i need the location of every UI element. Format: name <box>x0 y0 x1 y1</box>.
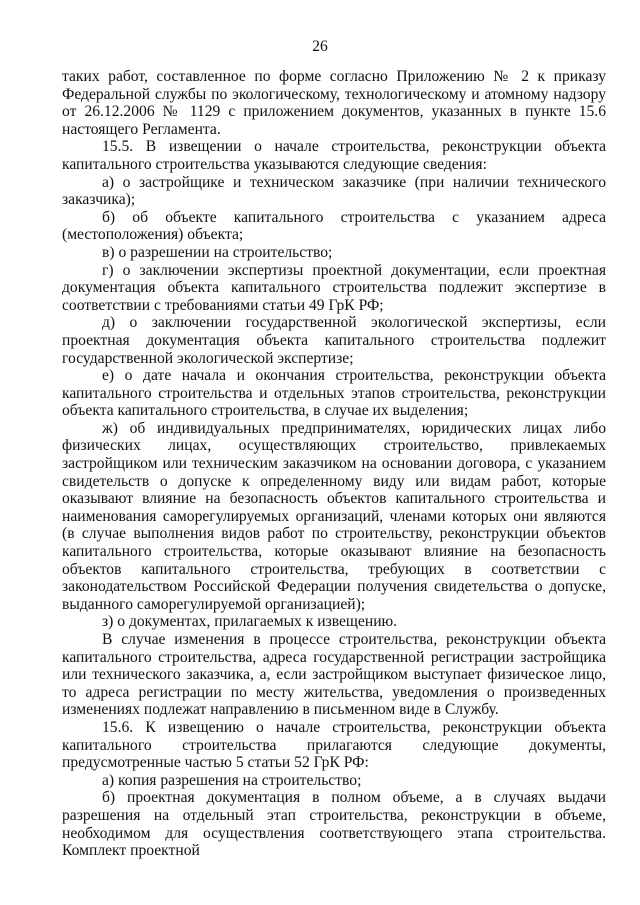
page-number: 26 <box>312 38 328 55</box>
paragraph-15-5-e: е) о дате начала и окончания строительства, реконструкции объекта капитального строительства и отдельных этапов строительства, реконструкции объекта капитального строительства, в случае их выделения; <box>62 367 606 420</box>
paragraph-15-5: 15.5. В извещении о начале строительства, реконструкции объекта капитального строительства указываются следующие сведения: <box>62 138 606 173</box>
paragraph-15-5-g: г) о заключении экспертизы проектной документации, если проектная документация объекта капитального строительства подлежит экспертизе в соответствии с требованиями статьи 49 ГрК РФ; <box>62 261 606 314</box>
paragraph-address-change: В случае изменения в процессе строительства, реконструкции объекта капитального строительства, адреса государственной регистрации застройщика или технического заказчика, а, если застройщиком выступает физическое лицо, то адреса регистрации по месту жительства, уведомления о произведенных изменениях подлежат направлению в письменном виде в Службу. <box>62 631 606 719</box>
paragraph-15-5-d: д) о заключении государственной экологической экспертизы, если проектная документация объекта капитального строительства подлежит государственной экологической экспертизе; <box>62 314 606 367</box>
paragraph-15-6: 15.6. К извещению о начале строительства, реконструкции объекта капитального строительства прилагаются следующие документы, предусмотренные частью 5 статьи 52 ГрК РФ: <box>62 718 606 772</box>
paragraph-15-6-b: б) проектная документация в полном объеме, а в случаях выдачи разрешения на отдельный этап строительства, реконструкции в объеме, необходимом для осуществления соответствующего этапа строительства. Комплект проектной <box>62 789 606 860</box>
paragraph-15-5-v: в) о разрешении на строительство; <box>102 243 333 261</box>
paragraph-15-5-a: а) о застройщике и техническом заказчике (при наличии технического заказчика); <box>62 173 606 209</box>
document-body <box>62 68 606 860</box>
paragraph-15-5-zh: ж) об индивидуальных предпринимателях, юридических лицах либо физических лицах, осуществляющих строительство, привлекаемых застройщиком или техническим заказчиком на основании договора, с указанием свидетельств о допуске к определенному виду или видам работ, которые оказывают влияние на безопасность объектов капитального строительства и наименования саморегулируемых организаций, членами которых они являются (в случае выполнения видов работ по строительству, реконструкции объектов капитального строительства, которые оказывают влияние на безопасность объектов капитального строительства, требующих в соответствии с законодательством Российской Федерации получения свидетельства о допуске, выданного саморегулируемой организацией); <box>62 419 606 613</box>
paragraph-15-5-b: б) об объекте капитального строительства с указанием адреса (местоположения) объекта; <box>62 208 606 244</box>
paragraph-15-6-a: а) копия разрешения на строительство; <box>102 771 362 789</box>
paragraph-15-5-z: з) о документах, прилагаемых к извещению. <box>102 613 398 631</box>
paragraph-continuation: таких работ, составленное по форме согласно Приложению № 2 к приказу Федеральной службы по экологическому, технологическому и атомному надзору от 26.12.2006 № 1129 с приложением документов, указанных в пункте 15.6 настоящего Регламента. <box>62 68 606 138</box>
